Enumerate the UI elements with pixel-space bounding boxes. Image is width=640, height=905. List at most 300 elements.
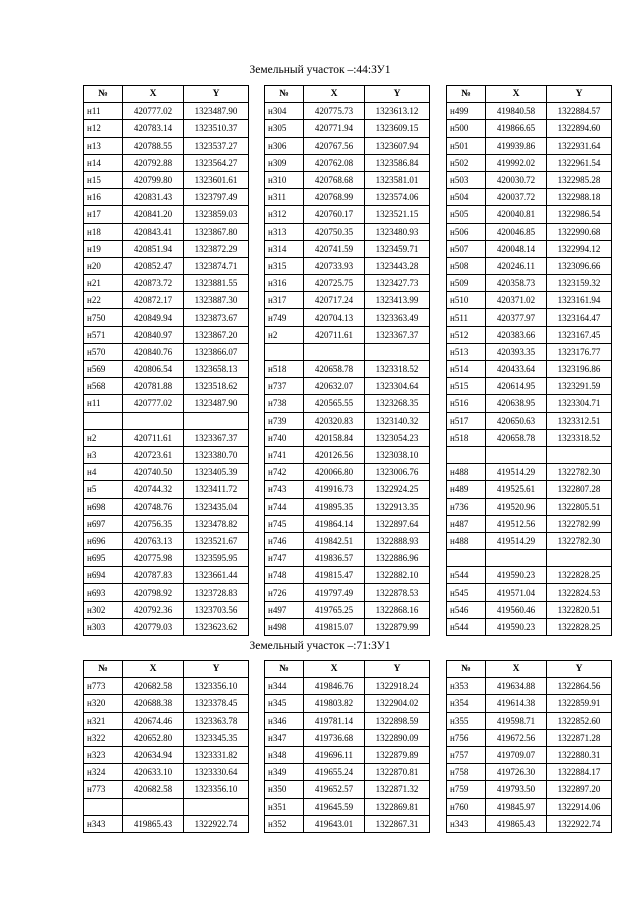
point-number: н12	[84, 120, 123, 137]
y-coordinate	[184, 798, 249, 815]
point-number: н516	[447, 395, 486, 412]
y-coordinate: 1323859.03	[184, 206, 249, 223]
table-row	[265, 120, 430, 137]
point-number: н546	[447, 601, 486, 618]
table-row	[84, 515, 249, 532]
point-number: н309	[265, 154, 304, 171]
table-row	[84, 695, 249, 712]
y-coordinate: 1322894.60	[547, 120, 612, 137]
y-coordinate: 1322918.24	[365, 678, 430, 695]
x-coordinate: 420849.94	[123, 309, 184, 326]
point-number: н488	[447, 464, 486, 481]
point-number: н4	[84, 464, 123, 481]
point-number: н11	[84, 395, 123, 412]
table-row	[84, 464, 249, 481]
table-row	[265, 275, 430, 292]
x-coordinate: 419895.35	[304, 498, 365, 515]
x-coordinate: 420762.08	[304, 154, 365, 171]
table-row	[84, 729, 249, 746]
y-coordinate: 1322898.59	[365, 712, 430, 729]
x-coordinate: 420763.13	[123, 532, 184, 549]
y-header: Y	[547, 86, 612, 103]
table-row	[447, 343, 612, 360]
y-coordinate: 1323363.78	[184, 712, 249, 729]
y-coordinate: 1322867.31	[365, 815, 430, 832]
y-coordinate	[547, 446, 612, 463]
coord-table-71-col2	[264, 660, 430, 833]
point-number: н16	[84, 189, 123, 206]
point-number: н13	[84, 137, 123, 154]
y-coordinate: 1323413.99	[365, 292, 430, 309]
table-row	[84, 189, 249, 206]
y-coordinate: 1322904.02	[365, 695, 430, 712]
x-coordinate: 419520.96	[486, 498, 547, 515]
table-row	[447, 171, 612, 188]
point-number: н503	[447, 171, 486, 188]
y-coordinate: 1322890.09	[365, 729, 430, 746]
table-row	[84, 103, 249, 120]
point-number: н517	[447, 412, 486, 429]
header-row	[265, 661, 430, 678]
point-number	[84, 798, 123, 815]
x-coordinate: 419916.73	[304, 481, 365, 498]
point-number: н508	[447, 257, 486, 274]
y-coordinate: 1323478.82	[184, 515, 249, 532]
table-row	[447, 412, 612, 429]
y-coordinate: 1323411.72	[184, 481, 249, 498]
y-coordinate: 1323367.37	[184, 429, 249, 446]
point-number: н21	[84, 275, 123, 292]
point-number: н738	[265, 395, 304, 412]
point-number: н343	[84, 815, 123, 832]
y-coordinate: 1322985.28	[547, 171, 612, 188]
table-row	[447, 429, 612, 446]
point-number-header: №	[265, 661, 304, 678]
y-coordinate: 1323586.84	[365, 154, 430, 171]
x-coordinate: 420744.32	[123, 481, 184, 498]
point-number: н501	[447, 137, 486, 154]
point-number: н695	[84, 550, 123, 567]
y-coordinate: 1323268.35	[365, 395, 430, 412]
point-number	[447, 550, 486, 567]
x-coordinate	[123, 412, 184, 429]
y-coordinate: 1322880.31	[547, 746, 612, 763]
point-number: н11	[84, 103, 123, 120]
y-coordinate: 1323873.67	[184, 309, 249, 326]
table-row	[84, 815, 249, 832]
y-coordinate: 1323164.47	[547, 309, 612, 326]
x-coordinate: 420393.35	[486, 343, 547, 360]
y-coordinate	[184, 412, 249, 429]
x-coordinate: 420872.17	[123, 292, 184, 309]
y-coordinate: 1323623.62	[184, 618, 249, 635]
table-row	[447, 798, 612, 815]
table-row	[84, 781, 249, 798]
table-row	[447, 601, 612, 618]
y-coordinate: 1322864.56	[547, 678, 612, 695]
y-coordinate: 1323564.27	[184, 154, 249, 171]
table-row	[447, 103, 612, 120]
table-row	[84, 712, 249, 729]
table-row	[84, 498, 249, 515]
table-row	[447, 206, 612, 223]
point-number: н515	[447, 378, 486, 395]
point-number: н498	[265, 618, 304, 635]
x-coordinate: 419842.51	[304, 532, 365, 549]
y-coordinate: 1323006.76	[365, 464, 430, 481]
y-coordinate: 1323318.52	[365, 361, 430, 378]
y-coordinate: 1323518.62	[184, 378, 249, 395]
section-title-71: Земельный участок –:71:ЗУ1	[249, 640, 391, 652]
point-number: н510	[447, 292, 486, 309]
point-number: н346	[265, 712, 304, 729]
table-row	[265, 798, 430, 815]
table-row	[447, 695, 612, 712]
y-coordinate: 1323537.27	[184, 137, 249, 154]
table-row	[447, 395, 612, 412]
y-coordinate: 1323874.71	[184, 257, 249, 274]
table-row	[447, 446, 612, 463]
point-number: н736	[447, 498, 486, 515]
y-coordinate: 1323703.56	[184, 601, 249, 618]
table-row	[265, 781, 430, 798]
table-row	[265, 103, 430, 120]
y-coordinate: 1323797.49	[184, 189, 249, 206]
table-row	[265, 395, 430, 412]
point-number: н773	[84, 781, 123, 798]
y-coordinate: 1323487.90	[184, 395, 249, 412]
x-coordinate: 420634.94	[123, 746, 184, 763]
table-row	[84, 240, 249, 257]
x-coordinate: 419598.71	[486, 712, 547, 729]
point-number: н352	[265, 815, 304, 832]
table-row	[265, 601, 430, 618]
point-number: н345	[265, 695, 304, 712]
y-coordinate: 1323304.71	[547, 395, 612, 412]
x-header: X	[486, 661, 547, 678]
point-number-header: №	[84, 661, 123, 678]
header-row	[84, 86, 249, 103]
table-row	[84, 746, 249, 763]
table-row	[265, 695, 430, 712]
x-coordinate: 419803.82	[304, 695, 365, 712]
table-row	[84, 764, 249, 781]
point-number: н545	[447, 584, 486, 601]
x-coordinate: 420565.55	[304, 395, 365, 412]
y-coordinate: 1322871.32	[365, 781, 430, 798]
point-number: н3	[84, 446, 123, 463]
x-coordinate: 420779.03	[123, 618, 184, 635]
point-number: н349	[265, 764, 304, 781]
header-row	[447, 661, 612, 678]
x-coordinate: 419634.88	[486, 678, 547, 695]
point-number: н569	[84, 361, 123, 378]
table-row	[265, 206, 430, 223]
point-number: н509	[447, 275, 486, 292]
table-row	[84, 326, 249, 343]
table-row	[447, 292, 612, 309]
y-coordinate: 1322924.25	[365, 481, 430, 498]
point-number: н497	[265, 601, 304, 618]
point-number: н18	[84, 223, 123, 240]
x-coordinate: 420688.38	[123, 695, 184, 712]
y-coordinate: 1322782.30	[547, 464, 612, 481]
point-number: н745	[265, 515, 304, 532]
table-row	[265, 464, 430, 481]
y-coordinate	[365, 343, 430, 360]
x-coordinate: 420841.20	[123, 206, 184, 223]
point-number: н311	[265, 189, 304, 206]
x-header: X	[486, 86, 547, 103]
x-coordinate: 420371.02	[486, 292, 547, 309]
table-row	[265, 137, 430, 154]
x-coordinate: 420799.80	[123, 171, 184, 188]
x-coordinate: 420633.10	[123, 764, 184, 781]
point-number: н343	[447, 815, 486, 832]
table-row	[265, 378, 430, 395]
table-row	[84, 361, 249, 378]
x-header: X	[123, 86, 184, 103]
x-coordinate: 420717.24	[304, 292, 365, 309]
table-row	[84, 584, 249, 601]
x-coordinate: 420682.58	[123, 678, 184, 695]
table-row	[447, 326, 612, 343]
y-coordinate: 1323595.95	[184, 550, 249, 567]
point-number: н320	[84, 695, 123, 712]
x-coordinate: 420725.75	[304, 275, 365, 292]
x-coordinate: 419939.86	[486, 137, 547, 154]
x-coordinate: 420048.14	[486, 240, 547, 257]
x-coordinate: 420840.76	[123, 343, 184, 360]
y-coordinate: 1323607.94	[365, 137, 430, 154]
table-row	[84, 446, 249, 463]
y-coordinate: 1323487.90	[184, 103, 249, 120]
x-header: X	[123, 661, 184, 678]
y-coordinate: 1323661.44	[184, 567, 249, 584]
table-row	[447, 137, 612, 154]
point-number: н314	[265, 240, 304, 257]
x-coordinate: 420768.99	[304, 189, 365, 206]
table-row	[447, 481, 612, 498]
y-coordinate: 1323574.06	[365, 189, 430, 206]
table-row	[447, 498, 612, 515]
table-row	[265, 550, 430, 567]
table-row	[265, 746, 430, 763]
point-number: н514	[447, 361, 486, 378]
y-coordinate: 1323159.32	[547, 275, 612, 292]
point-number: н5	[84, 481, 123, 498]
point-number: н544	[447, 567, 486, 584]
table-row	[447, 378, 612, 395]
table-row	[84, 223, 249, 240]
y-coordinate: 1323304.64	[365, 378, 430, 395]
x-coordinate: 420851.94	[123, 240, 184, 257]
x-coordinate: 420843.41	[123, 223, 184, 240]
point-number: н17	[84, 206, 123, 223]
point-number: н303	[84, 618, 123, 635]
table-row	[447, 746, 612, 763]
y-coordinate: 1322882.10	[365, 567, 430, 584]
x-coordinate: 420775.98	[123, 550, 184, 567]
y-coordinate: 1322879.99	[365, 618, 430, 635]
x-coordinate: 420674.46	[123, 712, 184, 729]
point-number: н726	[265, 584, 304, 601]
point-number: н322	[84, 729, 123, 746]
y-coordinate: 1323581.01	[365, 171, 430, 188]
point-number: н506	[447, 223, 486, 240]
x-coordinate: 420792.36	[123, 601, 184, 618]
y-header: Y	[547, 661, 612, 678]
coord-table-71-col1	[83, 660, 249, 833]
x-coordinate: 419865.43	[486, 815, 547, 832]
point-number: н568	[84, 378, 123, 395]
y-coordinate: 1322988.18	[547, 189, 612, 206]
y-coordinate: 1323728.83	[184, 584, 249, 601]
y-coordinate: 1323658.13	[184, 361, 249, 378]
x-coordinate: 419514.29	[486, 532, 547, 549]
x-coordinate: 419514.29	[486, 464, 547, 481]
x-coordinate: 420852.47	[123, 257, 184, 274]
point-number: н694	[84, 567, 123, 584]
point-number-header: №	[84, 86, 123, 103]
point-number: н758	[447, 764, 486, 781]
y-coordinate: 1323510.37	[184, 120, 249, 137]
table-row	[84, 257, 249, 274]
x-coordinate: 420711.61	[123, 429, 184, 446]
x-coordinate: 420652.80	[123, 729, 184, 746]
table-row	[84, 412, 249, 429]
y-header: Y	[365, 661, 430, 678]
x-coordinate: 420781.88	[123, 378, 184, 395]
y-coordinate: 1322913.35	[365, 498, 430, 515]
table-row	[265, 729, 430, 746]
y-coordinate: 1322871.28	[547, 729, 612, 746]
y-coordinate: 1323380.70	[184, 446, 249, 463]
x-coordinate: 420750.35	[304, 223, 365, 240]
coord-table-71-col3	[446, 660, 612, 833]
y-coordinate: 1323196.86	[547, 361, 612, 378]
y-coordinate: 1323443.28	[365, 257, 430, 274]
table-row	[265, 223, 430, 240]
table-row	[447, 515, 612, 532]
point-number: н698	[84, 498, 123, 515]
table-row	[265, 412, 430, 429]
point-number: н773	[84, 678, 123, 695]
x-coordinate: 419836.57	[304, 550, 365, 567]
y-coordinate: 1322852.60	[547, 712, 612, 729]
table-row	[84, 550, 249, 567]
x-coordinate: 420831.43	[123, 189, 184, 206]
table-row	[84, 532, 249, 549]
y-coordinate: 1322897.64	[365, 515, 430, 532]
y-coordinate: 1323038.10	[365, 446, 430, 463]
y-coordinate: 1323378.45	[184, 695, 249, 712]
x-coordinate: 419866.65	[486, 120, 547, 137]
point-number: н487	[447, 515, 486, 532]
x-coordinate: 420760.17	[304, 206, 365, 223]
table-row	[265, 678, 430, 695]
table-row	[84, 154, 249, 171]
x-coordinate: 420798.92	[123, 584, 184, 601]
x-coordinate: 419512.56	[486, 515, 547, 532]
x-coordinate: 419865.43	[123, 815, 184, 832]
x-coordinate: 420723.61	[123, 446, 184, 463]
table-row	[447, 240, 612, 257]
point-number: н759	[447, 781, 486, 798]
table-row	[265, 532, 430, 549]
x-coordinate: 420682.58	[123, 781, 184, 798]
point-number: н499	[447, 103, 486, 120]
table-row	[265, 429, 430, 446]
x-coordinate: 420741.59	[304, 240, 365, 257]
x-coordinate: 419864.14	[304, 515, 365, 532]
x-coordinate: 420792.88	[123, 154, 184, 171]
x-coordinate: 420771.94	[304, 120, 365, 137]
y-coordinate: 1322828.25	[547, 567, 612, 584]
point-number: н351	[265, 798, 304, 815]
y-coordinate: 1323521.67	[184, 532, 249, 549]
point-number: н500	[447, 120, 486, 137]
table-row	[447, 189, 612, 206]
table-row	[447, 729, 612, 746]
y-coordinate: 1323331.82	[184, 746, 249, 763]
x-coordinate: 420040.81	[486, 206, 547, 223]
x-coordinate: 420358.73	[486, 275, 547, 292]
point-number	[447, 446, 486, 463]
y-coordinate: 1322828.25	[547, 618, 612, 635]
point-number: н347	[265, 729, 304, 746]
y-coordinate: 1322888.93	[365, 532, 430, 549]
y-coordinate: 1323176.77	[547, 343, 612, 360]
y-coordinate: 1323872.29	[184, 240, 249, 257]
point-number: н20	[84, 257, 123, 274]
x-coordinate: 420711.61	[304, 326, 365, 343]
point-number: н748	[265, 567, 304, 584]
x-coordinate: 420037.72	[486, 189, 547, 206]
x-coordinate: 420614.95	[486, 378, 547, 395]
y-coordinate: 1323345.35	[184, 729, 249, 746]
x-coordinate: 419672.56	[486, 729, 547, 746]
table-row	[447, 584, 612, 601]
y-header: Y	[365, 86, 430, 103]
table-row	[265, 189, 430, 206]
point-number: н747	[265, 550, 304, 567]
point-number: н739	[265, 412, 304, 429]
x-coordinate: 420658.78	[304, 361, 365, 378]
y-coordinate: 1322878.53	[365, 584, 430, 601]
point-number: н304	[265, 103, 304, 120]
point-number: н746	[265, 532, 304, 549]
table-row	[84, 429, 249, 446]
point-number: н518	[447, 429, 486, 446]
table-row	[84, 395, 249, 412]
table-row	[84, 601, 249, 618]
table-row	[447, 764, 612, 781]
y-coordinate: 1323054.23	[365, 429, 430, 446]
y-coordinate: 1322884.17	[547, 764, 612, 781]
table-row	[265, 712, 430, 729]
x-coordinate: 419726.30	[486, 764, 547, 781]
y-coordinate: 1323867.80	[184, 223, 249, 240]
x-coordinate: 419845.97	[486, 798, 547, 815]
x-coordinate: 420783.14	[123, 120, 184, 137]
point-number: н348	[265, 746, 304, 763]
point-number: н323	[84, 746, 123, 763]
y-coordinate: 1323161.94	[547, 292, 612, 309]
x-coordinate: 419655.24	[304, 764, 365, 781]
y-coordinate: 1323312.51	[547, 412, 612, 429]
table-row	[84, 292, 249, 309]
